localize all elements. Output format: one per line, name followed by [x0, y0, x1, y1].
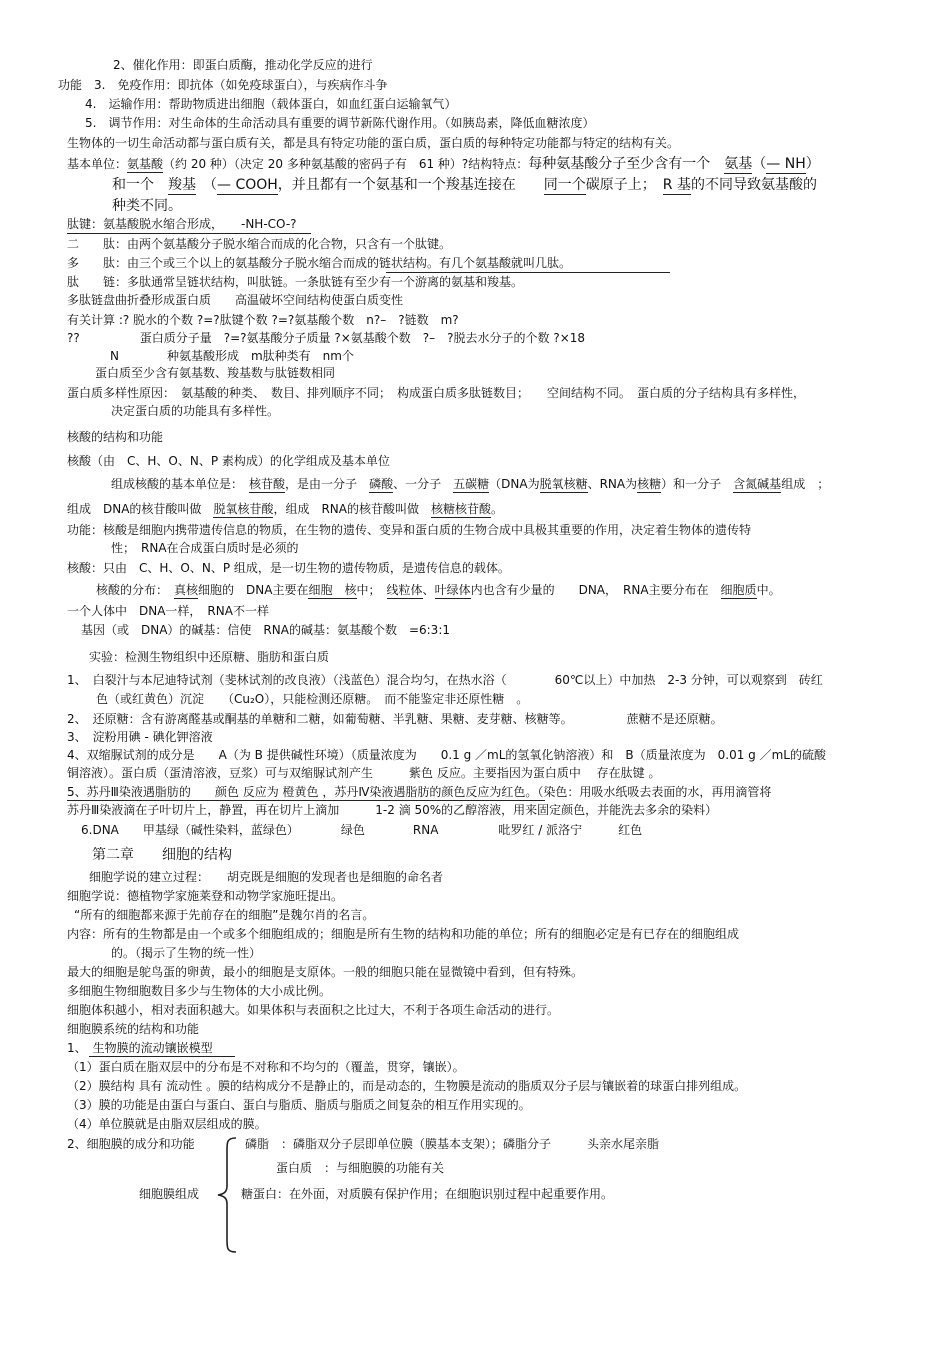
curly-brace-icon — [214, 1136, 240, 1254]
text-line: 二 肽：由两个氨基酸分子脱水缩合而成的化合物，只含有一个肽键。 — [67, 237, 452, 251]
text-line: 2、催化作用：即蛋白质酶，推动化学反应的进行 — [113, 58, 373, 72]
text-line: 苏丹Ⅲ染液滴在子叶切片上，静置，再在切片上滴加 1-2 滴 50%的乙醇溶液，用来固定颜色，并能洗去多余的染料） — [67, 803, 718, 817]
text-line: N 种氨基酸形成 m肽种类有 nm个 — [110, 349, 354, 363]
text-line: 核酸：只由 C、H、O、N、P 组成，是一切生物的遗传物质，是遗传信息的载体。 — [67, 561, 510, 575]
text-line: 细胞膜组成 — [139, 1187, 200, 1201]
text-line: 细胞学说：德植物学家施莱登和动物学家施旺提出。 — [67, 889, 344, 903]
text-line: 1、 白裂汁与本尼迪特试剂（斐林试剂的改良液）（浅蓝色）混合均匀，在热水浴（ 60℃以上）中加热 2-3 分钟，可以观察到 砖红 — [67, 673, 823, 687]
text-line: 细胞学说的建立过程： 胡克既是细胞的发现者也是细胞的命名者 — [89, 870, 444, 884]
text-line: 肽键：氨基酸脱水缩合形成， -NH-CO-? — [67, 217, 297, 231]
text-line: 功能：核酸是细胞内携带遗传信息的物质，在生物的遗传、变异和蛋白质的生物合成中具极其重要的作用，决定着生物体的遗传特 — [67, 523, 752, 537]
text-line: 核酸的分布： 真核细胞的 DNA主要在细胞 核中； 线粒体、叶绿体内也含有少量的 DNA， RNA主要分布在 细胞质中。 — [96, 583, 781, 597]
text-line: 核酸（由 C、H、O、N、P 素构成）的化学组成及基本单位 — [67, 454, 390, 468]
text-line: 铜溶液）。蛋白质（蛋清溶液，豆浆）可与双缩脲试剂产生 紫色 反应。主要指因为蛋白质中 存在肽键 。 — [67, 766, 661, 780]
chapter-title: 第二章 细胞的结构 — [92, 847, 232, 863]
underline-divider — [386, 272, 670, 273]
text-line: 磷脂 ：磷脂双分子层即单位膜（膜基本支架）；磷脂分子 头亲水尾亲脂 — [245, 1137, 660, 1151]
text-line: 多细胞生物细胞数目多少与生物体的大小成比例。 — [67, 984, 332, 998]
text-line: 种类不同。 — [112, 198, 182, 214]
text-line: 决定蛋白质的功能具有多样性。 — [111, 404, 280, 418]
text-line: 生物体的一切生命活动都与蛋白质有关，都是具有特定功能的蛋白质，蛋白质的每种特定功能都与特定的结构有关。 — [67, 136, 680, 150]
text-line: 功能 3. 免疫作用：即抗体（如免疫球蛋白），与疾病作斗争 — [58, 78, 388, 92]
text-line: 细胞体积越小，相对表面积越大。如果体积与表面积之比过大，不利于各项生命活动的进行。 — [67, 1003, 560, 1017]
underline-divider — [67, 233, 311, 234]
text-line: 3、 淀粉用碘 - 碘化钾溶液 — [67, 730, 213, 744]
text-line: 多 肽：由三个或三个以上的氨基酸分子脱水缩合而成的链状结构。有几个氨基酸就叫几肽。 — [67, 256, 572, 270]
text-line: 6.DNA 甲基绿（碱性染料，蓝绿色） 绿色 RNA 吡罗红 / 派洛宁 红色 — [81, 823, 643, 837]
text-line: （4）单位膜就是由脂双层组成的膜。 — [67, 1117, 267, 1131]
text-line: 2、细胞膜的成分和功能 — [67, 1137, 195, 1151]
text-line: 组成 DNA的核苷酸叫做 脱氧核苷酸，组成 RNA的核苷酸叫做 核糖核苷酸。 — [67, 502, 504, 516]
text-line-basic-unit: 基本单位：氨基酸（约 20 种）（决定 20 多种氨基酸的密码子有 61 种）?结构特点：每种氨基酸分子至少含有一个 氨基（— NH） — [67, 156, 820, 172]
section-title: 核酸的结构和功能 — [67, 430, 164, 444]
text-line: 基因（或 DNA）的碱基：信使 RNA的碱基：氨基酸个数 =6:3:1 — [81, 623, 450, 637]
text-line: 有关计算 :? 脱水的个数 ?=?肽键个数 ?=?氨基酸个数 n?– ?链数 m? — [67, 313, 459, 327]
text-line: 和一个 羧基 （— COOH，并且都有一个氨基和一个羧基连接在 同一个碳原子上； R 基的不同导致氨基酸的 — [112, 177, 817, 193]
text-line: 色（或红黄色）沉淀 （Cu₂O），只能检测还原糖。 而不能鉴定非还原性糖 。 — [96, 692, 529, 706]
text-line: （3）膜的功能是由蛋白与蛋白、蛋白与脂质、脂质与脂质之间复杂的相互作用实现的。 — [67, 1098, 531, 1112]
text-line: 蛋白质多样性原因： 氨基酸的种类、 数目、排列顺序不同； 构成蛋白质多肽链数目； 空间结构不同。 蛋白质的分子结构具有多样性， — [67, 386, 806, 400]
text-line: ?? 蛋白质分子量 ?=?氨基酸分子质量 ?×氨基酸个数 ?– ?脱去水分子的个数 ?×18 — [67, 331, 586, 345]
text-line: 5. 调节作用：对生命体的生命活动具有重要的调节新陈代谢作用。（如胰岛素，降低血糖浓度） — [85, 116, 595, 130]
text-line: 1、 生物膜的流动镶嵌模型 — [67, 1041, 213, 1055]
text-line: 5、苏丹Ⅲ染液遇脂肪的 颜色 反应为 橙黄色 ，苏丹Ⅳ染液遇脂肪的颜色反应为红色。（染色：用吸水纸吸去表面的水，再用滴管将 — [67, 785, 772, 799]
section-title: 实验：检测生物组织中还原糖、脂肪和蛋白质 — [89, 650, 330, 664]
text-line: 性； RNA在合成蛋白质时是必须的 — [111, 541, 299, 555]
text-line: 糖蛋白：在外面，对质膜有保护作用；在细胞识别过程中起重要作用。 — [241, 1187, 614, 1201]
text-line: 蛋白质 ：与细胞膜的功能有关 — [276, 1161, 445, 1175]
text-line: 肽 链：多肽通常呈链状结构，叫肽链。一条肽链有至少有一个游离的氨基和羧基。 — [67, 275, 524, 289]
text-line: 的。（揭示了生物的统一性） — [111, 946, 262, 960]
text-line: 4、双缩脲试剂的成分是 A（为 B 提供碱性环境）（质量浓度为 0.1 g ／mL的氢氧化钠溶液）和 B（质量浓度为 0.01 g ／mL的硫酸 — [67, 748, 826, 762]
text-line: （2）膜结构 具有 流动性 。膜的结构成分不是静止的，而是动态的，生物膜是流动的脂质双分子层与镶嵌着的球蛋白排列组成。 — [67, 1079, 747, 1093]
text-line: “所有的细胞都来源于先前存在的细胞”是魏尔肖的名言。 — [74, 908, 375, 922]
underline-divider — [89, 1056, 235, 1057]
text-line: 4. 运输作用：帮助物质进出细胞（载体蛋白，如血红蛋白运输氧气） — [85, 97, 457, 111]
text-line: 内容：所有的生物都是由一个或多个细胞组成的；细胞是所有生物的结构和功能的单位；所有的细胞必定是有已存在的细胞组成 — [67, 927, 740, 941]
text-line: 一个人体中 DNA一样， RNA不一样 — [67, 604, 269, 618]
section-title: 细胞膜系统的结构和功能 — [67, 1022, 200, 1036]
text-line: 2、 还原糖：含有游离醛基或酮基的单糖和二糖，如葡萄糖、半乳糖、果糖、麦芽糖、核糖等。 蔗糖不是还原糖。 — [67, 712, 723, 726]
text-line: （1）蛋白质在脂双层中的分布是不对称和不均匀的（覆盖，贯穿，镶嵌）。 — [67, 1060, 465, 1074]
text-line: 最大的细胞是鸵鸟蛋的卵黄，最小的细胞是支原体。一般的细胞只能在显微镜中看到，但有特殊。 — [67, 965, 584, 979]
text-line: 多肽链盘曲折叠形成蛋白质 高温破坏空间结构使蛋白质变性 — [67, 293, 404, 307]
text-line: 组成核酸的基本单位是： 核苷酸，是由一分子 磷酸、一分子 五碳糖（DNA为脱氧核糖、RNA为核糖）和一分子 含氮碱基组成 ； — [111, 477, 830, 491]
underline-divider — [67, 800, 545, 801]
text-line: 蛋白质至少含有氨基数、羧基数与肽链数相同 — [95, 366, 336, 380]
